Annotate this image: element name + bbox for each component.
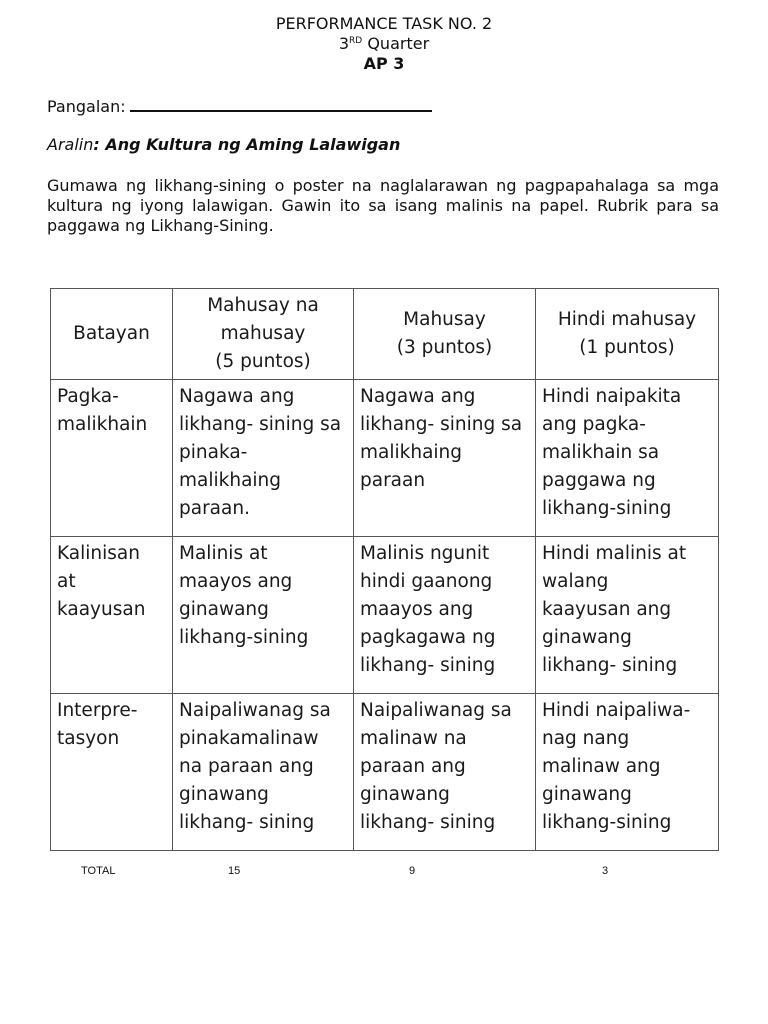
criteria-cell: Interpre- tasyon xyxy=(51,694,173,851)
header-good: Mahusay (3 puntos) xyxy=(354,289,536,380)
quarter-word: Quarter xyxy=(367,34,430,53)
total-value-good: 9 xyxy=(409,865,416,877)
table-row xyxy=(51,694,719,851)
subject-title: AP 3 xyxy=(363,54,405,73)
criteria-cell: Pagka- malikhain xyxy=(51,380,173,537)
lesson-line xyxy=(47,135,400,155)
header-very-good: Mahusay na mahusay (5 puntos) xyxy=(173,289,354,380)
instructions-paragraph: Gumawa ng likhang-sining o poster na naglalarawan ng pagpapahalaga sa mga kultura ng iyong lalawigan. Gawin ito sa isang malinis na papel. Rubrik para sa paggawa ng Likhang-Sining. xyxy=(47,176,719,235)
table-cell: Hindi naipakita ang pagka- malikhain sa paggawa ng likhang-sining xyxy=(536,380,719,537)
table-cell: Malinis ngunit hindi gaanong maayos ang pagkagawa ng likhang- sining xyxy=(354,537,536,694)
table-row xyxy=(51,537,719,694)
rubric-table xyxy=(50,288,719,851)
total-value-not-good: 3 xyxy=(602,865,609,877)
name-blank-line[interactable] xyxy=(130,96,432,112)
table-row xyxy=(51,380,719,537)
table-cell: Hindi malinis at walang kaayusan ang ginawang likhang- sining xyxy=(536,537,719,694)
name-label: Pangalan: xyxy=(47,97,126,116)
document-header xyxy=(0,14,768,74)
document-title: PERFORMANCE TASK NO. 2 xyxy=(275,14,493,33)
totals-row xyxy=(0,865,768,881)
total-value-very-good: 15 xyxy=(228,865,241,877)
table-cell: Malinis at maayos ang ginawang likhang-sining xyxy=(173,537,354,694)
criteria-cell: Kalinisan at kaayusan xyxy=(51,537,173,694)
total-label: TOTAL xyxy=(81,865,116,877)
lesson-label: Aralin xyxy=(47,135,94,154)
table-cell: Hindi naipaliwa- nag nang malinaw ang ginawang likhang-sining xyxy=(536,694,719,851)
rubric-header-row xyxy=(51,289,719,380)
table-cell: Nagawa ang likhang- sining sa pinaka- malikhaing paraan. xyxy=(173,380,354,537)
lesson-topic: : Ang Kultura ng Aming Lalawigan xyxy=(93,135,401,154)
table-cell: Naipaliwanag sa pinakamalinaw na paraan ang ginawang likhang- sining xyxy=(173,694,354,851)
header-not-good: Hindi mahusay (1 puntos) xyxy=(536,289,719,380)
header-criteria: Batayan xyxy=(51,289,173,380)
table-cell: Naipaliwanag sa malinaw na paraan ang ginawang likhang- sining xyxy=(354,694,536,851)
quarter-number: 3 xyxy=(338,34,350,53)
quarter-line xyxy=(0,34,768,54)
name-field xyxy=(47,96,432,117)
quarter-superscript: RD xyxy=(349,36,363,46)
table-cell: Nagawa ang likhang- sining sa malikhaing paraan xyxy=(354,380,536,537)
